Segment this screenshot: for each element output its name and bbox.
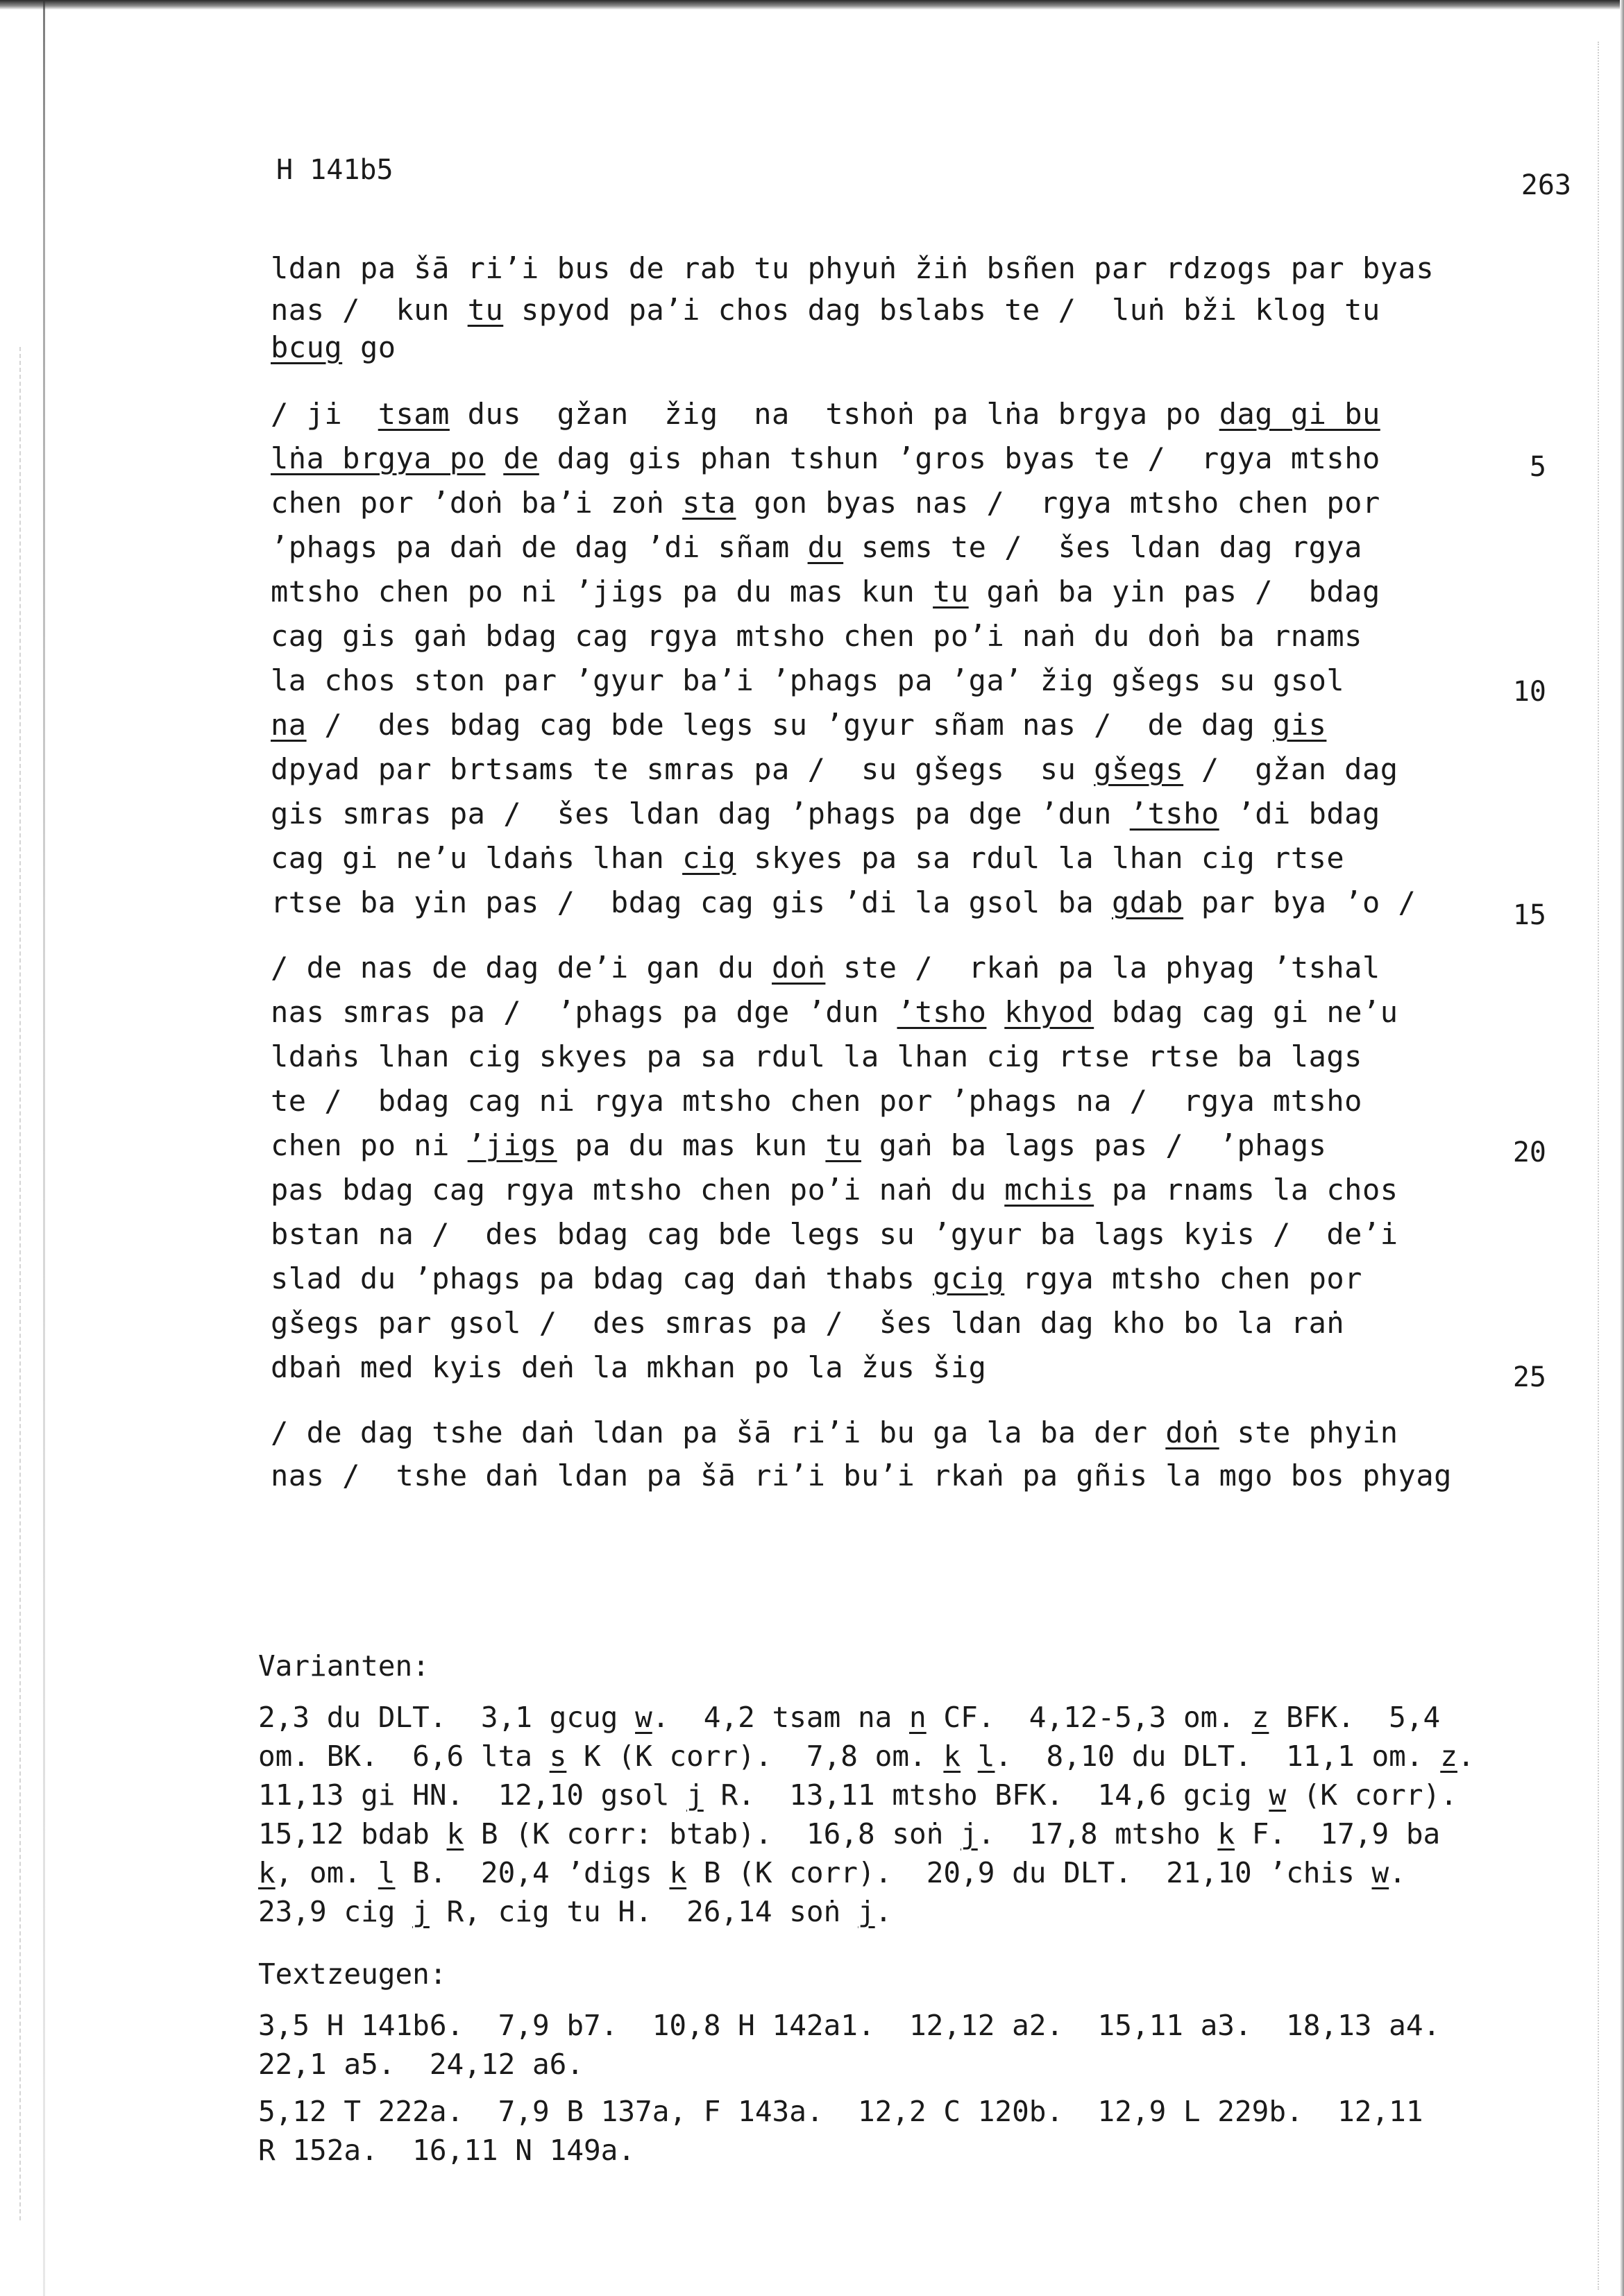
line-number: 25 <box>1512 1361 1546 1393</box>
text-line: pas bdag cag rgya mtsho chen po’i naṅ du mchis pa rnams la chos <box>271 1173 1398 1207</box>
text-line: chen po ni ’jigs pa du mas kun tu gaṅ ba lags pas / ’phags <box>271 1128 1327 1162</box>
variants-heading: Varianten: <box>258 1649 430 1683</box>
witnesses-heading: Textzeugen: <box>258 1957 447 1991</box>
page-number: 263 <box>1521 169 1571 201</box>
text-line: / de nas de dag de’i gan du doṅ ste / rkaṅ pa la phyag ’tshal <box>271 951 1380 985</box>
scan-left-fold-line <box>43 0 45 2296</box>
line-number: 10 <box>1512 676 1546 708</box>
text-line: cag gis gaṅ bdag cag rgya mtsho chen po’i naṅ du doṅ ba rnams <box>271 619 1362 653</box>
text-line: cag gi ne’u ldaṅs lhan cig skyes pa sa rdul la lhan cig rtse <box>271 841 1345 875</box>
witness-line: R 152a. 16,11 N 149a. <box>258 2134 636 2167</box>
variant-line: 2,3 du DLT. 3,1 gcug w. 4,2 tsam na n CF. 4,12-5,3 om. z BFK. 5,4 <box>258 1701 1441 1734</box>
witness-line: 3,5 H 141b6. 7,9 b7. 10,8 H 142a1. 12,12 a2. 15,11 a3. 18,13 a4. <box>258 2009 1441 2042</box>
scan-right-dotted-line <box>1598 42 1600 2290</box>
variant-line: k, om. l B. 20,4 ’digs k B (K corr). 20,9 du DLT. 21,10 ’chis w. <box>258 1856 1406 1889</box>
text-line: nas smras pa / ’phags pa dge ’dun ’tsho khyod bdag cag gi ne’u <box>271 995 1398 1029</box>
text-line: dpyad par brtsams te smras pa / su gšegs su gšegs / gžan dag <box>271 752 1398 786</box>
text-line: lṅa brgya po de dag gis phan tshun ’gros byas te / rgya mtsho <box>271 441 1380 475</box>
variant-line: 23,9 cig j R, cig tu H. 26,14 soṅ j. <box>258 1895 893 1928</box>
text-line: slad du ’phags pa bdag cag daṅ thabs gcig rgya mtsho chen por <box>271 1261 1362 1295</box>
text-line: te / bdag cag ni rgya mtsho chen por ’phags na / rgya mtsho <box>271 1084 1362 1118</box>
text-line: bstan na / des bdag cag bde legs su ’gyur ba lags kyis / de’i <box>271 1217 1398 1251</box>
variant-line: 11,13 gi HN. 12,10 gsol j R. 13,11 mtsho BFK. 14,6 gcig w (K corr). <box>258 1778 1457 1812</box>
text-line: ldan pa šā ri’i bus de rab tu phyuṅ žiṅ bsñen par rdzogs par byas <box>271 251 1435 285</box>
text-line: chen por ’doṅ ba’i zoṅ sta gon byas nas / rgya mtsho chen por <box>271 486 1380 520</box>
text-line: ’phags pa daṅ de dag ’di sñam du sems te / šes ldan dag rgya <box>271 530 1362 564</box>
text-line: / de dag tshe daṅ ldan pa šā ri’i bu ga la ba der doṅ ste phyin <box>271 1415 1398 1449</box>
scan-top-border <box>0 0 1624 10</box>
variant-line: om. BK. 6,6 lta s K (K corr). 7,8 om. k l. 8,10 du DLT. 11,1 om. z. <box>258 1740 1475 1773</box>
text-line: gis smras pa / šes ldan dag ’phags pa dge ’dun ’tsho ’di bdag <box>271 797 1380 831</box>
scan-right-edge <box>1620 0 1624 2296</box>
line-number: 20 <box>1512 1137 1546 1168</box>
text-line: nas / tshe daṅ ldan pa šā ri’i bu’i rkaṅ pa gñis la mgo bos phyag <box>271 1459 1452 1493</box>
text-line: bcug go <box>271 330 396 364</box>
text-line: nas / kun tu spyod pa’i chos dag bslabs te / luṅ bži klog tu <box>271 293 1380 327</box>
witness-line: 22,1 a5. 24,12 a6. <box>258 2048 584 2081</box>
line-number: 15 <box>1512 899 1546 931</box>
text-line: ldaṅs lhan cig skyes pa sa rdul la lhan cig rtse rtse ba lags <box>271 1039 1362 1073</box>
variant-line: 15,12 bdab k B (K corr: btab). 16,8 soṅ j. 17,8 mtsho k F. 17,9 ba <box>258 1817 1441 1851</box>
text-line: na / des bdag cag bde legs su ’gyur sñam nas / de dag gis <box>271 708 1327 742</box>
text-line: / ji tsam dus gžan žig na tshoṅ pa lṅa brgya po dag gi bu <box>271 397 1380 431</box>
text-line: dbaṅ med kyis deṅ la mkhan po la žus šig <box>271 1350 987 1384</box>
scan-left-dashed-line <box>19 347 22 2220</box>
text-line: gšegs par gsol / des smras pa / šes ldan dag kho bo la raṅ <box>271 1306 1345 1340</box>
text-line: la chos ston par ’gyur ba’i ’phags pa ’ga’ žig gšegs su gsol <box>271 663 1345 697</box>
line-number: 5 <box>1529 451 1546 483</box>
text-siglum: H 141b5 <box>276 154 394 186</box>
witness-line: 5,12 T 222a. 7,9 B 137a, F 143a. 12,2 C 120b. 12,9 L 229b. 12,11 <box>258 2095 1423 2128</box>
text-line: mtsho chen po ni ’jigs pa du mas kun tu gaṅ ba yin pas / bdag <box>271 575 1380 609</box>
text-line: rtse ba yin pas / bdag cag gis ’di la gsol ba gdab par bya ’o / <box>271 885 1416 919</box>
